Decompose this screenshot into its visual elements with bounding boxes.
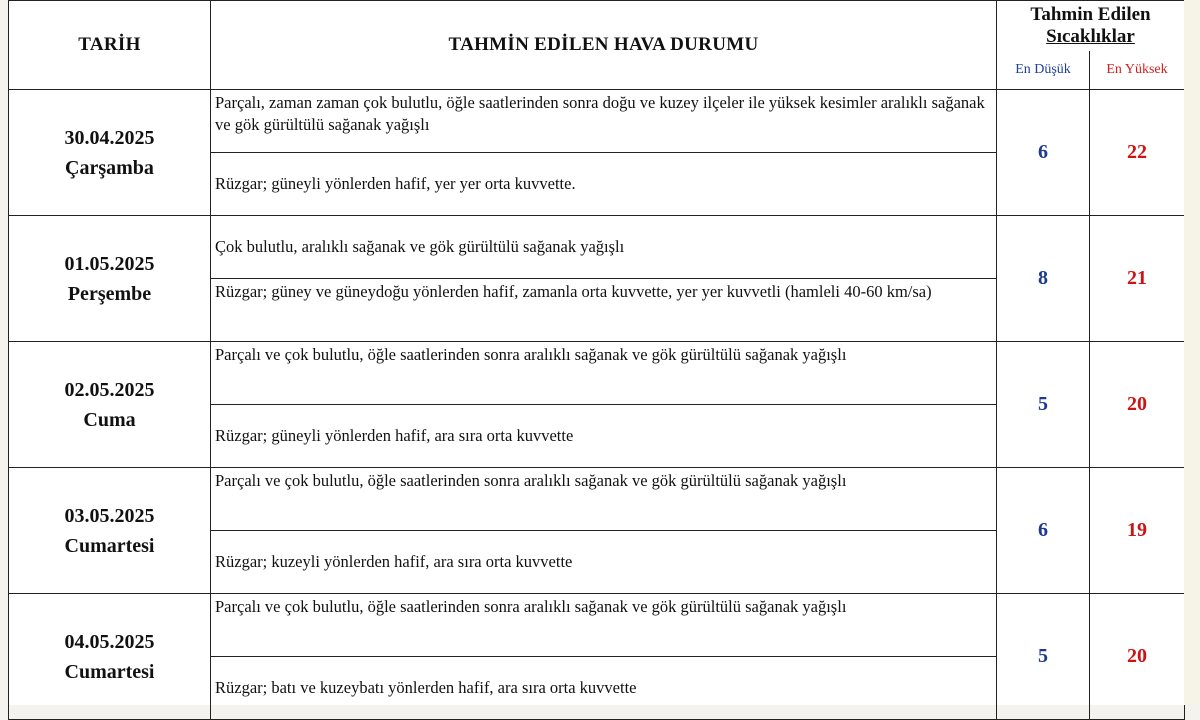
date-cell: [9, 468, 211, 594]
date-cell: [9, 342, 211, 468]
min-temp-value: 5: [997, 594, 1090, 720]
max-temp-value: 22: [1090, 90, 1185, 216]
min-temp-value: 5: [997, 342, 1090, 468]
date-value: 30.04.2025: [64, 126, 155, 149]
table-row: [9, 90, 1185, 153]
max-temp-header: En Yüksek: [1090, 51, 1185, 90]
temperatures-header: [997, 1, 1185, 52]
page-edge: [1184, 0, 1200, 705]
date-column-header: TARİH: [9, 1, 211, 90]
max-temp-value: 20: [1090, 342, 1185, 468]
date-value: 03.05.2025: [64, 504, 155, 527]
date-cell: [9, 594, 211, 720]
min-temp-header: En Düşük: [997, 51, 1090, 90]
weather-description: Parçalı, zaman zaman çok bulutlu, öğle saatlerinden sonra doğu ve kuzey ilçeler ile yüksek kesimler aralıklı sağanak ve gök gürültülü sağanak yağışlı: [211, 90, 997, 153]
weather-description: Parçalı ve çok bulutlu, öğle saatlerinden sonra aralıklı sağanak ve gök gürültülü sağanak yağışlı: [211, 594, 997, 657]
wind-description: Rüzgar; güneyli yönlerden hafif, yer yer orta kuvvette.: [211, 153, 997, 216]
day-name: Çarşamba: [65, 156, 154, 179]
date-value: 01.05.2025: [64, 252, 155, 275]
weather-description: Parçalı ve çok bulutlu, öğle saatlerinden sonra aralıklı sağanak ve gök gürültülü sağanak yağışlı: [211, 342, 997, 405]
table-row: [9, 594, 1185, 657]
date-value: 04.05.2025: [64, 630, 155, 653]
weather-description: Çok bulutlu, aralıklı sağanak ve gök gürültülü sağanak yağışlı: [211, 216, 997, 279]
min-temp-value: 6: [997, 90, 1090, 216]
max-temp-value: 21: [1090, 216, 1185, 342]
table-row: [9, 342, 1185, 405]
wind-description: Rüzgar; güneyli yönlerden hafif, ara sıra orta kuvvette: [211, 405, 997, 468]
max-temp-value: 19: [1090, 468, 1185, 594]
date-value: 02.05.2025: [64, 378, 155, 401]
wind-description: Rüzgar; güney ve güneydoğu yönlerden hafif, zamanla orta kuvvette, yer yer kuvvetli (hamleli 40-60 km/sa): [211, 279, 997, 342]
forecast-column-header: TAHMİN EDİLEN HAVA DURUMU: [211, 1, 997, 90]
forecast-table: [8, 0, 1185, 720]
wind-description: Rüzgar; batı ve kuzeybatı yönlerden hafif, ara sıra orta kuvvette: [211, 657, 997, 720]
temperatures-header-line1: Tahmin Edilen: [1030, 4, 1151, 25]
table-row: [9, 216, 1185, 279]
day-name: Cumartesi: [64, 534, 155, 557]
day-name: Cuma: [83, 408, 136, 431]
min-temp-value: 8: [997, 216, 1090, 342]
max-temp-value: 20: [1090, 594, 1185, 720]
date-cell: [9, 216, 211, 342]
forecast-document: [8, 0, 1184, 705]
day-name: Perşembe: [67, 282, 152, 305]
temperatures-header-line2: Sıcaklıklar: [1046, 26, 1135, 47]
weather-description: Parçalı ve çok bulutlu, öğle saatlerinden sonra aralıklı sağanak ve gök gürültülü sağanak yağışlı: [211, 468, 997, 531]
wind-description: Rüzgar; kuzeyli yönlerden hafif, ara sıra orta kuvvette: [211, 531, 997, 594]
date-cell: [9, 90, 211, 216]
table-row: [9, 468, 1185, 531]
header-row: [9, 1, 1185, 52]
day-name: Cumartesi: [64, 660, 155, 683]
min-temp-value: 6: [997, 468, 1090, 594]
